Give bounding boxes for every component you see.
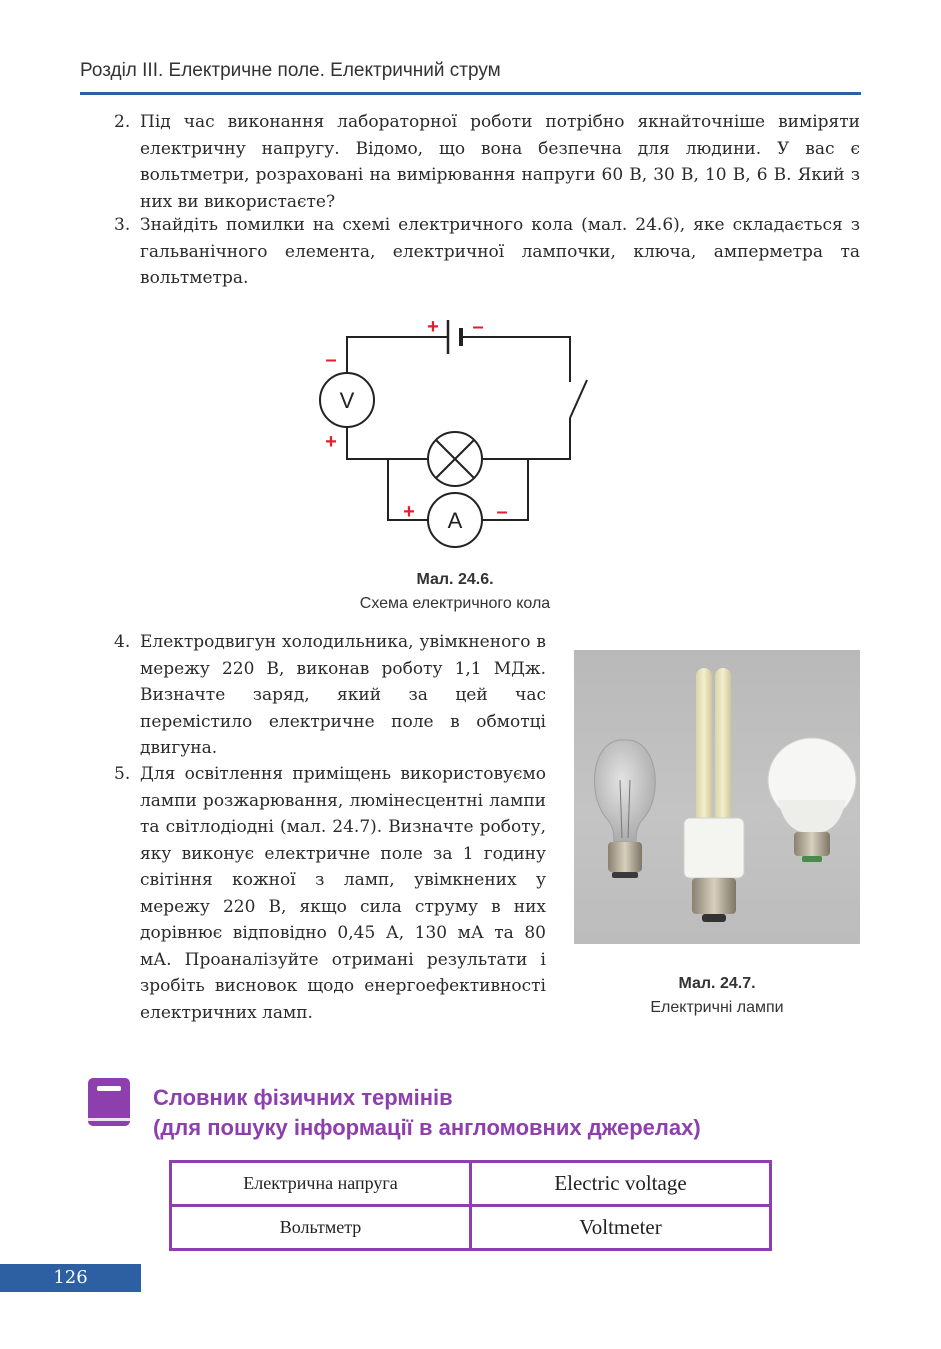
wire-right [528,418,570,459]
battery-minus-sign: – [472,316,484,338]
task-3 [114,212,860,292]
figure-label: Мал. 24.7. [678,975,756,992]
circuit-diagram [300,310,600,560]
table-row [171,1206,771,1250]
lamps-photo [574,650,860,944]
task-number: 4. [114,632,131,652]
figure-label: Мал. 24.6. [416,571,494,588]
wire-top-left [347,337,448,373]
task-text: Електродвигун холодильника, увімкненого в мережу 220 В, виконав роботу 1,1 МДж. Визначте заряд, який за цей час перемістило електричне поле в обмотці двигуна. [140,632,546,758]
task-4 [114,629,546,762]
book-icon [88,1078,130,1126]
task-number: 3. [114,215,131,235]
term-en: Electric voltage [471,1162,771,1206]
figure-24-6-caption [300,568,610,616]
glossary-table [169,1160,772,1251]
task-text: Під час виконання лабораторної роботи потрібно якнайточніше виміряти електричну напругу. Відомо, що вона безпечна для людини. У вас є вольтметри, розраховані на вимірювання напруги 60 В, 30 В, 10 В, 6 В. Який з них ви використаєте? [140,112,860,212]
lamps-illustration [574,650,860,944]
ammeter-plus-sign: + [403,501,415,523]
figure-caption-text: Схема електричного кола [359,595,551,612]
wire-top-right [461,337,570,382]
dictionary-title-line-1: Словник фізичних термінів [153,1085,453,1110]
ammeter-minus-sign: – [496,501,508,523]
term-uk: Вольтметр [171,1206,471,1250]
cfl-lamp [684,668,744,922]
running-header: Розділ ІІІ. Електричне поле. Електричний струм [80,60,501,81]
task-5 [114,761,546,1026]
task-text: Для освітлення приміщень використовуємо лампи розжарювання, люмінесцентні лампи та світлодіодні (мал. 24.7). Визначте роботу, яку виконує електричне поле за 1 годину світіння кожної з ламп, увімкнених у мережу 220 В, якщо сила струму в них дорівнює відповідно 0,45 А, 130 мА та 80 мА. Проаналізуйте отримані результати і зробіть висновок щодо енергоефективності електричних ламп. [140,764,546,1023]
switch-blade [570,380,587,418]
term-en: Voltmeter [471,1206,771,1250]
task-text: Знайдіть помилки на схемі електричного кола (мал. 24.6), яке складається з гальванічного елемента, електричної лампочки, ключа, амперметра та вольтметра. [140,215,860,288]
led-lamp [768,738,856,862]
ammeter-symbol: A [447,508,463,533]
figure-24-7-caption [574,972,860,1020]
header-divider [80,92,861,95]
task-number: 2. [114,112,131,132]
table-row [171,1162,771,1206]
task-number: 5. [114,764,131,784]
voltmeter-plus-sign: + [325,431,337,453]
task-2 [114,109,860,215]
wire-left [347,427,428,459]
battery-plus-sign: + [427,316,439,338]
voltmeter-minus-sign: – [325,349,337,371]
figure-caption-text: Електричні лампи [650,999,784,1016]
dictionary-title-line-2: (для пошуку інформації в англомовних джерелах) [153,1115,701,1140]
dictionary-title [153,1083,701,1143]
voltmeter-symbol: V [339,388,355,413]
page-number: 126 [0,1264,141,1292]
term-uk: Електрична напруга [171,1162,471,1206]
incandescent-lamp [594,740,655,878]
